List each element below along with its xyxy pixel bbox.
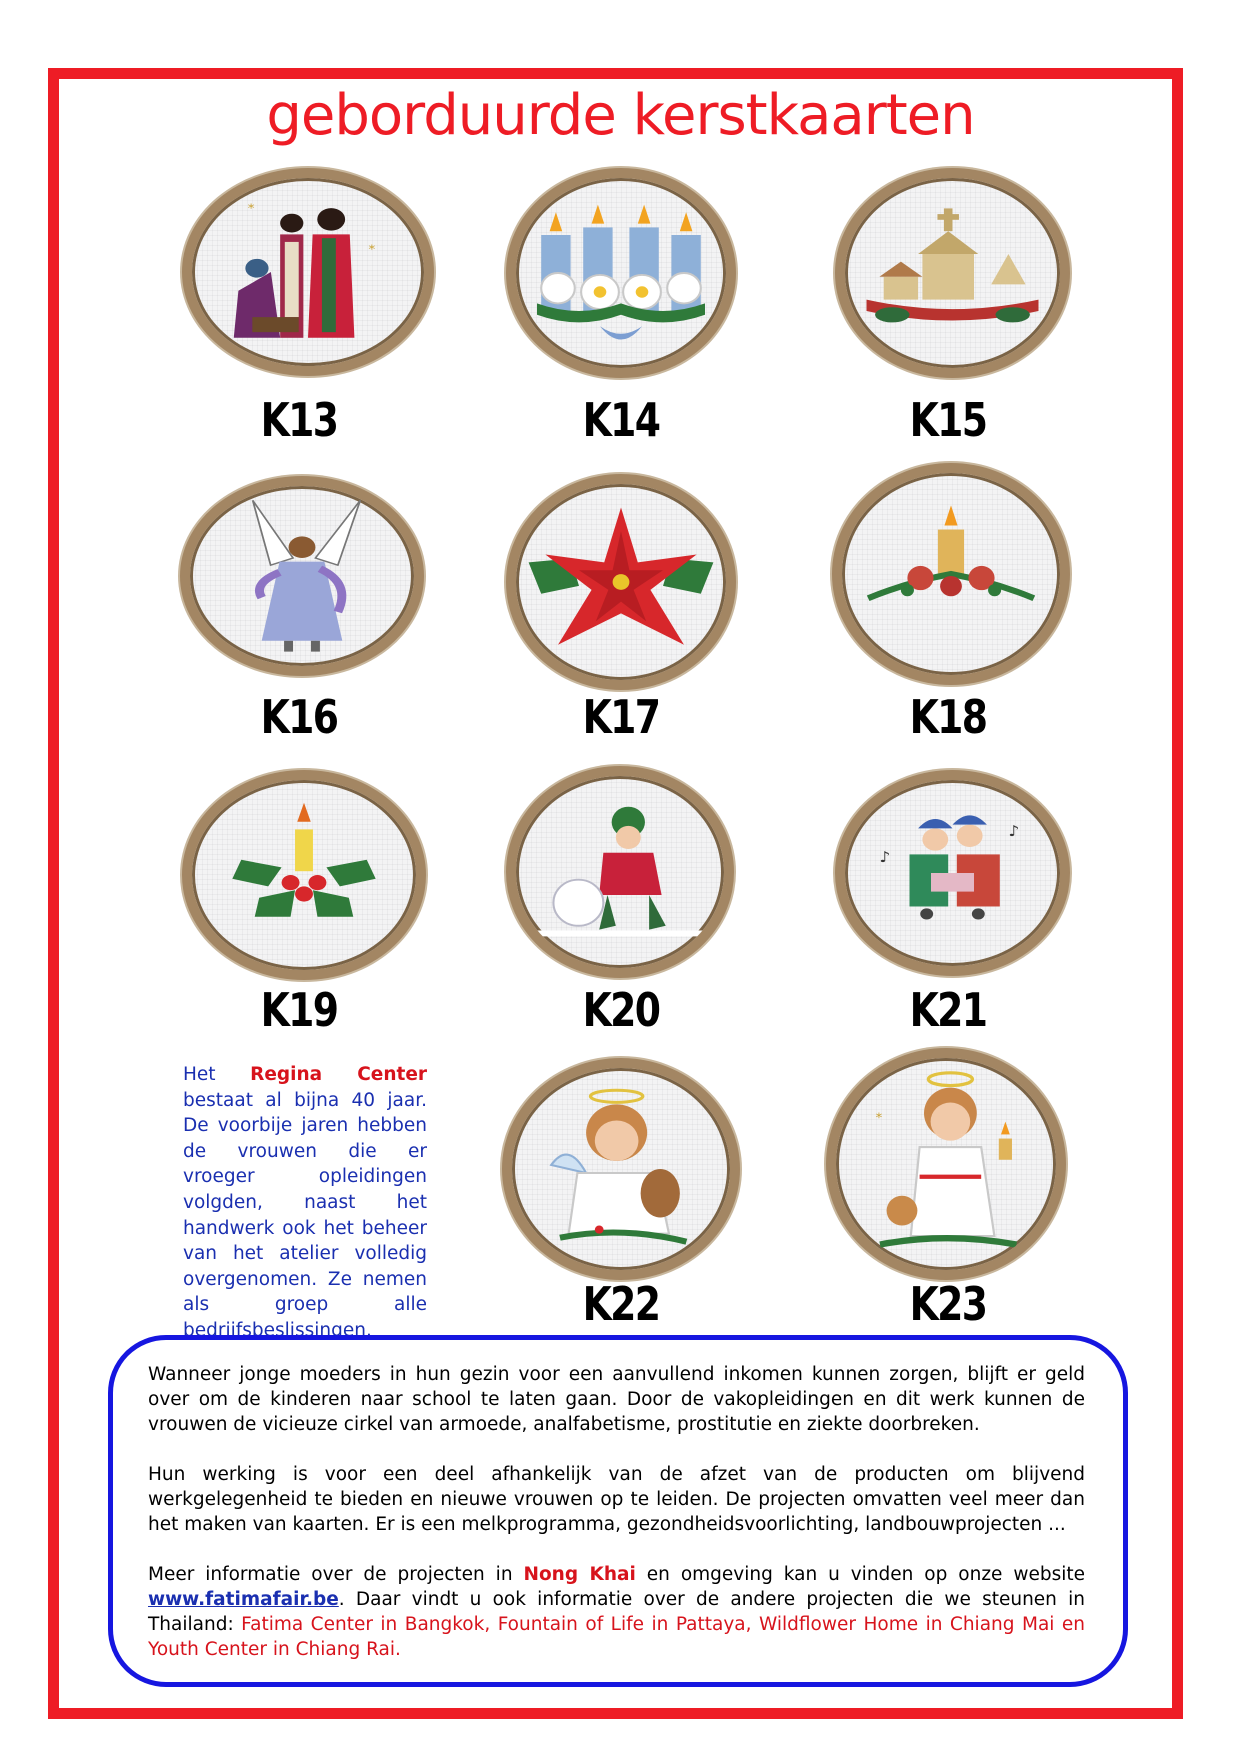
angel-icon	[190, 486, 414, 666]
svg-text:♪: ♪	[879, 847, 891, 866]
card-code: K14	[582, 393, 660, 447]
projects-list: Fatima Center in Bangkok, Fountain of Life in Pattaya, Wildflower Home in Chiang Mai en Youth Center in Chiang Rai.	[148, 1614, 1085, 1660]
card-code: K23	[909, 1277, 987, 1331]
card-k23-image	[826, 1048, 1066, 1280]
location-name: Nong Khai	[523, 1564, 636, 1585]
card-k22-image	[502, 1058, 740, 1280]
svg-text:♪: ♪	[1008, 821, 1020, 840]
card-k21-image	[835, 770, 1070, 976]
card-code: K17	[582, 690, 660, 744]
candle-garland-icon	[842, 473, 1060, 675]
card-code: K21	[909, 983, 987, 1037]
info-paragraph-3	[148, 1562, 1085, 1662]
page-title: geborduurde kerstkaarten	[266, 83, 975, 148]
angel-with-bear-icon	[512, 1068, 730, 1270]
card-k20-image	[506, 766, 734, 978]
regina-center-description	[183, 1062, 427, 1344]
info-p3-part1: Meer informatie over de projecten in	[148, 1564, 513, 1585]
card-code: K20	[582, 983, 660, 1037]
poinsettia-icon	[516, 484, 726, 680]
advent-candles-icon	[516, 178, 726, 368]
card-k14-image	[506, 168, 736, 378]
regina-center-name: Regina Center	[250, 1064, 427, 1085]
info-p3-part3: . Daar vindt u ook informatie over de andere projecten die we steunen in Thailand:	[148, 1589, 1085, 1635]
card-code: K19	[260, 983, 338, 1037]
side-text-intro: Het	[183, 1064, 216, 1085]
card-code: K13	[260, 393, 338, 447]
card-k15-image	[835, 168, 1070, 378]
svg-text:*: *	[368, 242, 376, 256]
candle-holly-icon	[192, 780, 416, 970]
card-k18-image	[832, 463, 1070, 685]
card-k19-image	[182, 770, 426, 980]
info-text	[148, 1362, 1085, 1687]
church-village-icon	[845, 178, 1060, 368]
card-k16-image	[180, 476, 424, 676]
card-code: K22	[582, 1277, 660, 1331]
carol-singers-icon	[845, 780, 1060, 966]
card-code: K18	[909, 690, 987, 744]
website-link[interactable]: www.fatimafair.be	[148, 1589, 339, 1610]
info-paragraph-2: Hun werking is voor een deel afhankelijk van de afzet van de producten om blijvend werkgelegenheid te bieden en nieuwe vrouwen op te leiden. De projecten omvatten veel meer dan het maken van kaarten. Er is een melkprogramma, gezondheidsvoorlichting, landbouwprojecten ...	[148, 1464, 1085, 1535]
card-code: K15	[909, 393, 987, 447]
card-k13-image	[182, 168, 434, 376]
info-p3-part2: en omgeving kan u vinden op onze website	[646, 1564, 1085, 1585]
card-k17-image	[506, 474, 736, 690]
angel-with-cat-icon	[836, 1058, 1056, 1270]
svg-text:*: *	[875, 1110, 883, 1126]
info-paragraph-1: Wanneer jonge moeders in hun gezin voor een aanvullend inkomen kunnen zorgen, blijft er geld over om de kinderen naar school te laten gaan. Door de vakopleidingen en dit werk kunnen de vrouwen de vicieuze cirkel van armoede, analfabetisme, prostitutie en ziekte doorbreken.	[148, 1364, 1085, 1435]
svg-text:*: *	[247, 201, 255, 215]
nativity-icon	[192, 178, 424, 366]
side-text-body: bestaat al bijna 40 jaar. De voorbije jaren hebben de vrouwen die er vroeger opleidingen volgden, naast het handwerk ook het beheer van het atelier volledig overgenomen. Ze nemen als groep alle bedrijfsbeslissingen.	[183, 1089, 427, 1341]
card-code: K16	[260, 690, 338, 744]
snowball-child-icon	[516, 776, 724, 968]
